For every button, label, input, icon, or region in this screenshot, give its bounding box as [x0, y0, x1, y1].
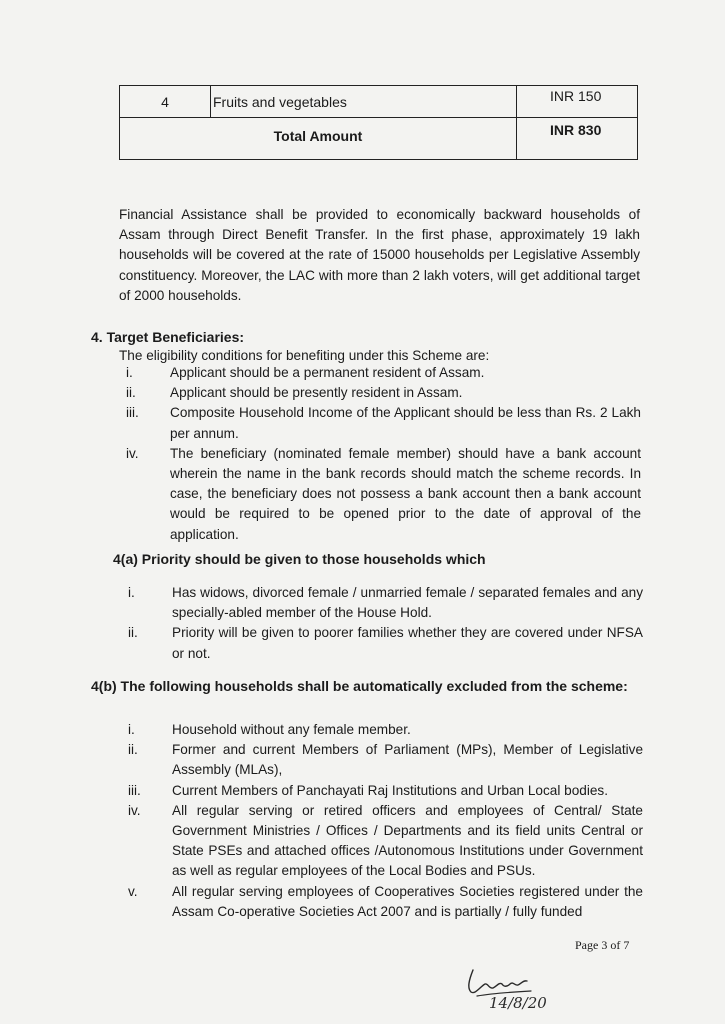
- table-row: [120, 86, 638, 118]
- amount-cell: INR 150: [517, 86, 638, 118]
- list-item: i. Household without any female member.: [128, 722, 411, 737]
- priority-list: [128, 583, 643, 664]
- list-item: ii. Applicant should be presently resident in Assam.: [126, 385, 463, 401]
- list-item: ii. Former and current Members of Parliament (MPs), Member of Legislative Assembly (MLAs),: [128, 742, 643, 778]
- list-item: i. Has widows, divorced female / unmarried female / separated females and any specially-abled member of the House Hold.: [128, 585, 643, 621]
- signature-date: 14/8/20: [489, 994, 547, 1012]
- eligibility-list: [126, 363, 641, 545]
- list-item: iii. Current Members of Panchayati Raj Institutions and Urban Local bodies.: [128, 782, 608, 798]
- total-label: Total Amount: [120, 118, 517, 160]
- list-item: ii. Priority will be given to poorer families whether they are covered under NFSA or not.: [128, 625, 643, 661]
- handwritten-signature: [455, 962, 575, 1012]
- assistance-table: [119, 85, 638, 160]
- total-amount: INR 830: [517, 118, 638, 160]
- list-item: iii. Composite Household Income of the Applicant should be less than Rs. 2 Lakh per annum.: [126, 405, 641, 441]
- section-4b-heading: 4(b) The following households shall be automatically excluded from the scheme:: [91, 678, 628, 694]
- exclusion-list: [128, 720, 643, 922]
- row-number-cell: 4: [120, 86, 211, 118]
- list-item: iv. The beneficiary (nominated female member) should have a bank account wherein the name in the bank records should match the scheme records. In case, the beneficiary does not possess a bank account then a bank account would be required to be opened prior to the date of approval of the application.: [126, 445, 641, 542]
- item-cell: Fruits and vegetables: [211, 86, 517, 118]
- page-number: Page 3 of 7: [575, 938, 630, 952]
- financial-assistance-paragraph: Financial Assistance shall be provided to economically backward households of Assam through Direct Benefit Transfer. In the first phase, approximately 19 lakh households will be covered at the rate of 15000 households per Legislative Assembly constituency. Moreover, the LAC with more than 2 lakh voters, will get additional target of 2000 households.: [119, 207, 640, 303]
- section-4-intro: The eligibility conditions for benefiting under this Scheme are:: [119, 348, 490, 363]
- section-4a-heading: 4(a) Priority should be given to those households which: [113, 551, 486, 567]
- list-item: v. All regular serving employees of Cooperatives Societies registered under the Assam Co-operative Societies Act 2007 and is partially / fully funded: [128, 883, 643, 919]
- section-4-heading: 4. Target Beneficiaries:: [91, 329, 245, 345]
- table-total-row: [120, 118, 638, 160]
- list-item: iv. All regular serving or retired officers and employees of Central/ State Government Ministries / Offices / Departments and its field units Central or State PSEs and attached offices /Autonomous Institutions under Government as well as regular employees of the Local Bodies and PSUs.: [128, 802, 643, 879]
- list-item: i. Applicant should be a permanent resident of Assam.: [126, 365, 485, 380]
